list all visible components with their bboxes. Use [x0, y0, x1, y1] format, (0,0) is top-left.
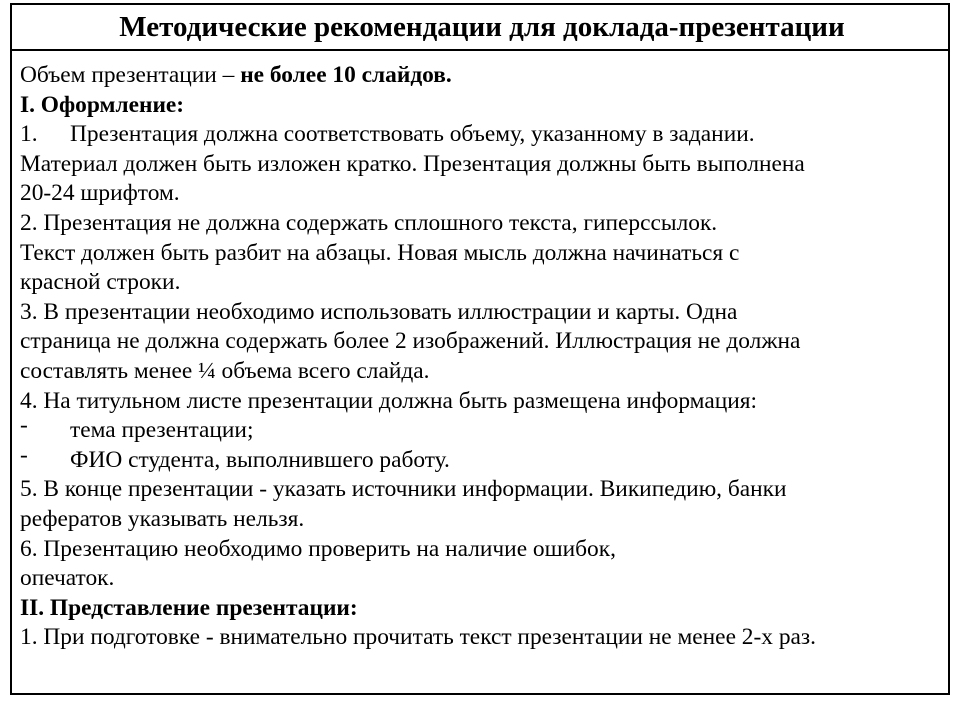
intro-bold: не более 10 слайдов.: [240, 62, 452, 88]
item1-line1: [20, 120, 940, 150]
bullet-item-2: [20, 441, 940, 476]
item2-line2: Текст должен быть разбит на абзацы. Новая мысль должна начинаться с: [20, 239, 740, 266]
item3-line3: составлять менее ¼ объема всего слайда.: [20, 357, 430, 384]
section1-heading: I. Оформление:: [20, 91, 185, 118]
item1-line2: Материал должен быть изложен кратко. Презентация должны быть выполнена: [20, 150, 805, 177]
bullet1-text: тема презентации;: [70, 417, 254, 444]
content-cell: [20, 61, 940, 653]
recommendations-table: [10, 3, 950, 695]
item2-line3: красной строки.: [20, 269, 181, 296]
item1-line3: 20-24 шрифтом.: [20, 180, 180, 207]
item4-line1: 4. На титульном листе презентации должна быть размещена информация:: [20, 387, 757, 414]
item3-line1: 3. В презентации необходимо использовать иллюстрации и карты. Одна: [20, 298, 738, 325]
section2-item1: 1. При подготовке - внимательно прочитать текст презентации не менее 2-х раз.: [20, 624, 816, 651]
item2-line1: 2. Презентация не должна содержать сплошного текста, гиперссылок.: [20, 209, 718, 236]
item1-text: Презентация должна соответствовать объему, указанному в задании.: [70, 121, 755, 148]
bullet-dash-icon: -: [20, 441, 28, 468]
page-title: Методические рекомендации для доклада-презентации: [119, 11, 845, 43]
title-row: [12, 5, 948, 51]
bullet2-text: ФИО студента, выполнившего работу.: [70, 446, 450, 473]
intro-text: Объем презентации –: [20, 62, 241, 88]
section2-heading: II. Представление презентации:: [20, 594, 358, 621]
item6-line2: опечаток.: [20, 565, 115, 592]
intro-line: [20, 61, 940, 91]
bullet-dash-icon: -: [20, 412, 28, 439]
bullet-item-1: [20, 412, 940, 446]
item6-line1: 6. Презентацию необходимо проверить на наличие ошибок,: [20, 535, 616, 562]
item5-line1: 5. В конце презентации - указать источники информации. Википедию, банки: [20, 476, 787, 503]
item3-line2: страница не должна содержать более 2 изображений. Иллюстрация не должна: [20, 328, 801, 355]
item1-number: 1.: [20, 121, 38, 148]
item5-line2: рефератов указывать нельзя.: [20, 505, 305, 532]
